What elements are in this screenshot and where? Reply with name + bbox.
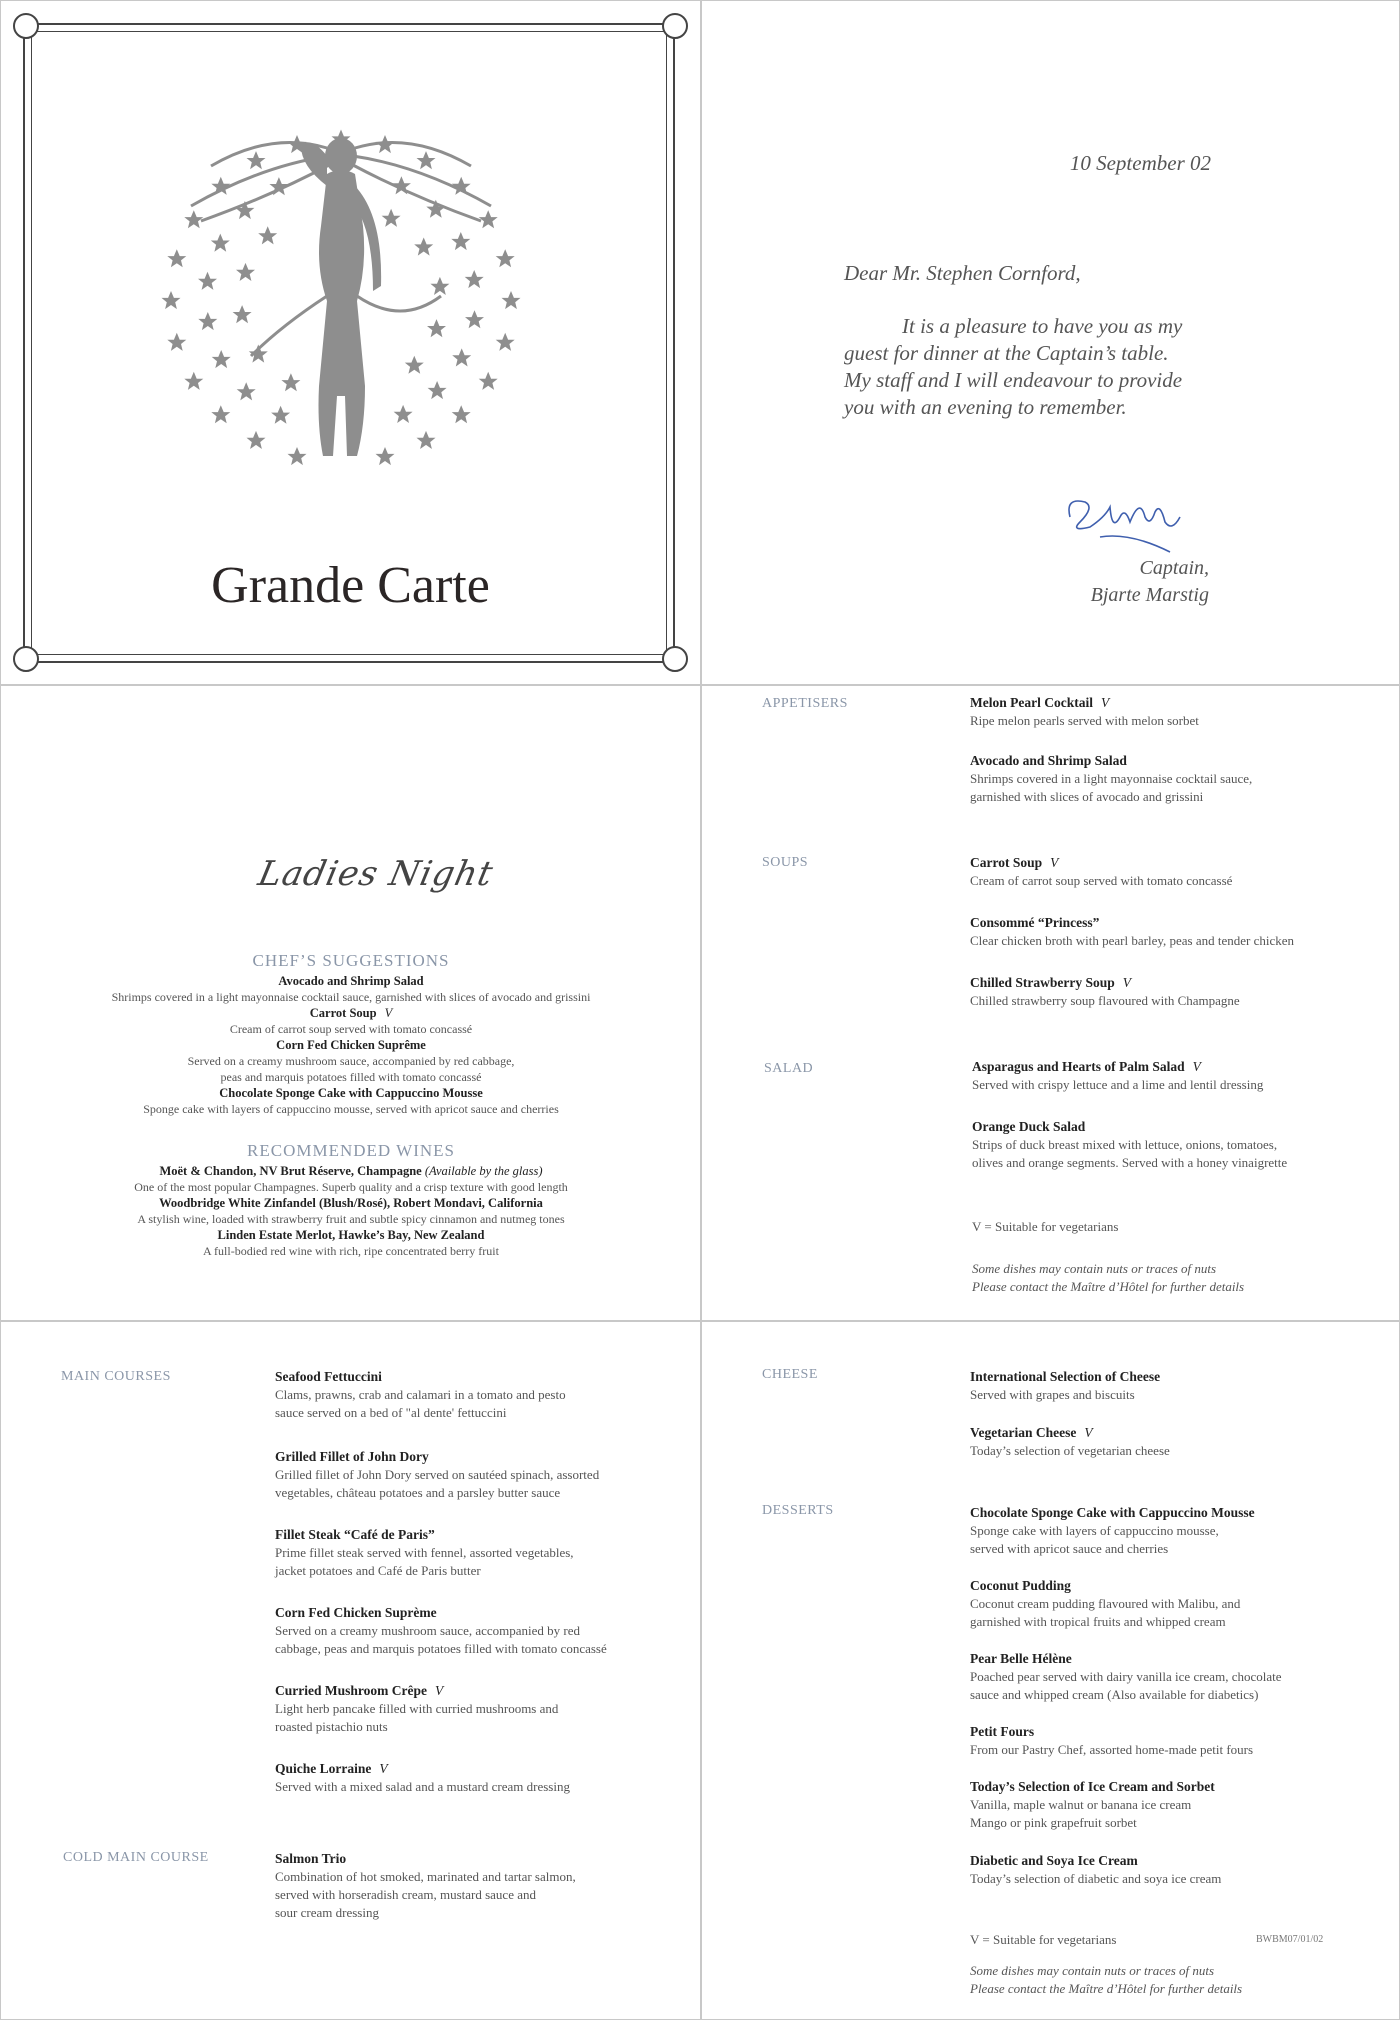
dish-name: Chilled Strawberry Soup: [970, 975, 1115, 990]
wine-item: [61, 1195, 641, 1227]
star-icon: [428, 381, 447, 399]
menu-item: [275, 1850, 576, 1922]
star-icon: [167, 249, 186, 267]
star-icon: [452, 348, 471, 366]
menu-item: [970, 752, 1252, 806]
star-icon: [198, 312, 217, 330]
star-icon: [465, 270, 484, 288]
star-icon: [376, 447, 395, 465]
vegetarian-mark: V: [384, 1006, 393, 1020]
dish-description: Clams, prawns, crab and calamari in a tomato and pesto: [275, 1387, 566, 1402]
vegetarian-legend: V = Suitable for vegetarians: [972, 1219, 1119, 1234]
allergy-note: Some dishes may contain nuts or traces of nuts: [972, 1261, 1217, 1276]
star-icon: [382, 209, 401, 227]
menu-item: [972, 1118, 1287, 1172]
dish-description: sauce and whipped cream (Also available for diabetics): [970, 1687, 1259, 1702]
dish-description: Served on a creamy mushroom sauce, accompanied by red cabbage,: [187, 1054, 515, 1068]
dish-description: Served on a creamy mushroom sauce, accompanied by red: [275, 1623, 581, 1638]
dish-description: Served with crispy lettuce and a lime and lentil dressing: [972, 1077, 1264, 1092]
dish-name: Fillet Steak “Café de Paris”: [275, 1527, 435, 1542]
dish-description: vegetables, château potatoes and a parsley butter sauce: [275, 1485, 561, 1500]
dish-description: Cream of carrot soup served with tomato concassé: [970, 873, 1233, 888]
star-icon: [247, 431, 266, 449]
signoff-name: Bjarte Marstig: [1090, 584, 1209, 606]
star-icon: [162, 291, 181, 309]
dish-description: Today’s selection of vegetarian cheese: [970, 1443, 1170, 1458]
dish-description: Today’s selection of diabetic and soya ice cream: [970, 1871, 1222, 1886]
menu-item: [275, 1604, 607, 1658]
dish-description: Chilled strawberry soup flavoured with Champagne: [970, 993, 1240, 1008]
star-icon: [496, 249, 515, 267]
letter-body: [844, 313, 1264, 421]
goddess-stars-emblem: [151, 126, 531, 476]
star-icon: [212, 350, 231, 368]
dish-description: sour cream dressing: [275, 1905, 379, 1920]
dish-name: Coconut Pudding: [970, 1578, 1071, 1593]
ladies-night-title: Ladies Night: [254, 854, 498, 894]
dish-name: Corn Fed Chicken Suprême: [276, 1038, 426, 1052]
cheese-desserts-panel: [701, 1321, 1400, 2020]
dish-description: sauce served on a bed of "al dente' fettuccini: [275, 1405, 507, 1420]
star-icon: [198, 272, 217, 290]
star-icon: [258, 226, 277, 244]
dish-name: Petit Fours: [970, 1724, 1035, 1739]
dish-description: Strips of duck breast mixed with lettuce, onions, tomatoes,: [972, 1137, 1278, 1152]
suggestion-item: [61, 1085, 641, 1117]
menu-item: [970, 974, 1240, 1010]
wine-item: [61, 1163, 641, 1195]
star-icon: [452, 405, 471, 423]
wine-note: (Available by the glass): [424, 1164, 543, 1178]
vegetarian-mark: V: [1084, 1425, 1093, 1440]
dish-name: Carrot Soup: [309, 1006, 377, 1020]
wine-item: [61, 1227, 641, 1259]
vegetarian-mark: V: [1050, 855, 1059, 870]
wine-name: Woodbridge White Zinfandel (Blush/Rosé), Robert Mondavi, California: [159, 1196, 543, 1210]
star-icon: [394, 405, 413, 423]
dish-name: Orange Duck Salad: [972, 1119, 1086, 1134]
menu-item: [970, 854, 1232, 890]
menu-item: [970, 914, 1294, 950]
dish-name: Seafood Fettuccini: [275, 1369, 382, 1384]
star-icon: [271, 406, 290, 424]
dish-name: Asparagus and Hearts of Palm Salad: [972, 1059, 1185, 1074]
dish-description: Served with grapes and biscuits: [970, 1387, 1135, 1402]
category-salad: SALAD: [764, 1061, 814, 1076]
star-icon: [451, 232, 470, 250]
dish-description: Served with a mixed salad and a mustard cream dressing: [275, 1779, 570, 1794]
dish-name: Chocolate Sponge Cake with Cappuccino Mousse: [970, 1505, 1255, 1520]
star-icon: [233, 305, 252, 323]
letter-line: guest for dinner at the Captain’s table.: [844, 341, 1169, 365]
dish-description: Prime fillet steak served with fennel, assorted vegetables,: [275, 1545, 574, 1560]
corner-ornament: [13, 646, 39, 672]
category-desserts: DESSERTS: [762, 1503, 834, 1518]
captain-letter-panel: [701, 0, 1400, 685]
star-icon: [414, 238, 433, 256]
vegetarian-mark: V: [1192, 1059, 1201, 1074]
dish-description: garnished with tropical fruits and whipped cream: [970, 1614, 1226, 1629]
dish-name: Curried Mushroom Crêpe: [275, 1683, 427, 1698]
allergy-note: Please contact the Maître d’Hôtel for further details: [970, 1981, 1243, 1996]
letter-line: It is a pleasure to have you as my: [902, 314, 1183, 338]
letter-line: My staff and I will endeavour to provide: [844, 368, 1183, 392]
dish-description: garnished with slices of avocado and grissini: [970, 789, 1204, 804]
star-icon: [430, 277, 449, 295]
dish-name: International Selection of Cheese: [970, 1369, 1161, 1384]
dish-description: served with apricot sauce and cherries: [970, 1541, 1169, 1556]
letter-line: you with an evening to remember.: [844, 395, 1127, 419]
corner-ornament: [662, 13, 688, 39]
dish-description: Combination of hot smoked, marinated and tartar salmon,: [275, 1869, 576, 1884]
dish-description: roasted pistachio nuts: [275, 1719, 388, 1734]
star-icon: [465, 310, 484, 328]
letter-date: 10 September 02: [1069, 151, 1211, 175]
star-icon: [211, 405, 230, 423]
dish-description: Ripe melon pearls served with melon sorbet: [970, 713, 1199, 728]
star-icon: [479, 210, 498, 228]
dish-name: Salmon Trio: [275, 1851, 347, 1866]
dish-description: Clear chicken broth with pearl barley, peas and tender chicken: [970, 933, 1295, 948]
letter-signoff: [1091, 555, 1209, 609]
dish-name: Chocolate Sponge Cake with Cappuccino Mousse: [219, 1086, 483, 1100]
menu-item: [970, 1368, 1160, 1404]
dish-description: Sponge cake with layers of cappuccino mousse, served with apricot sauce and cherries: [143, 1102, 559, 1116]
dish-name: Quiche Lorraine: [275, 1761, 372, 1776]
dish-description: Sponge cake with layers of cappuccino mousse,: [970, 1523, 1219, 1538]
menu-item: [972, 1058, 1263, 1094]
letter-salutation: Dear Mr. Stephen Cornford,: [844, 261, 1081, 285]
menu-item: [970, 1424, 1170, 1460]
dish-description: Grilled fillet of John Dory served on sautéed spinach, assorted: [275, 1467, 600, 1482]
star-icon: [247, 151, 266, 169]
dish-description: served with horseradish cream, mustard sauce and: [275, 1887, 536, 1902]
dish-description: From our Pastry Chef, assorted home-made petit fours: [970, 1742, 1254, 1757]
dish-name: Vegetarian Cheese: [970, 1425, 1077, 1440]
dish-description: peas and marquis potatoes filled with tomato concassé: [220, 1070, 482, 1084]
dish-name: Diabetic and Soya Ice Cream: [970, 1853, 1138, 1868]
chefs-suggestions: [61, 951, 641, 1117]
allergy-note: Please contact the Maître d’Hôtel for further details: [972, 1279, 1245, 1294]
menu-item: [275, 1526, 574, 1580]
star-icon: [237, 382, 256, 400]
dish-name: Consommé “Princess”: [970, 915, 1100, 930]
star-icon: [281, 373, 300, 391]
suggestion-item: [61, 1037, 641, 1085]
star-icon: [496, 333, 515, 351]
menu-item: [275, 1448, 599, 1502]
star-icon: [184, 372, 203, 390]
wine-description: One of the most popular Champagnes. Superb quality and a crisp texture with good length: [134, 1180, 568, 1194]
star-icon: [427, 319, 446, 337]
menu-item: [970, 1577, 1240, 1631]
vegetarian-mark: V: [379, 1761, 388, 1776]
category-appetisers: APPETISERS: [762, 696, 848, 711]
star-icon: [288, 447, 307, 465]
menu-item: [970, 694, 1199, 730]
cover-title: Grande Carte: [211, 557, 490, 614]
cover-panel: [0, 0, 701, 685]
star-icon: [502, 291, 521, 309]
menu-item: [275, 1760, 570, 1796]
dish-description: Shrimps covered in a light mayonnaise cocktail sauce,: [970, 771, 1253, 786]
star-icon: [236, 263, 255, 281]
dish-name: Avocado and Shrimp Salad: [278, 974, 424, 988]
wine-description: A stylish wine, loaded with strawberry fruit and subtle spicy cinnamon and nutmeg tones: [137, 1212, 565, 1226]
dish-description: Cream of carrot soup served with tomato concassé: [229, 1022, 473, 1036]
menu-item: [970, 1778, 1215, 1832]
menu-item: [275, 1682, 558, 1736]
suggestion-item: [61, 973, 641, 1005]
category-soups: SOUPS: [762, 855, 809, 870]
star-icon: [479, 372, 498, 390]
menu-item: [970, 1650, 1282, 1704]
dish-description: jacket potatoes and Café de Paris butter: [275, 1563, 481, 1578]
recommended-wines: [61, 1141, 641, 1259]
vegetarian-legend: V = Suitable for vegetarians: [970, 1932, 1117, 1947]
vegetarian-mark: V: [1100, 695, 1110, 710]
dish-description: Coconut cream pudding flavoured with Malibu, and: [970, 1596, 1241, 1611]
dish-name: Today’s Selection of Ice Cream and Sorbet: [970, 1779, 1215, 1794]
vegetarian-mark: V: [1122, 975, 1132, 990]
menu-item: [970, 1723, 1253, 1759]
corner-ornament: [13, 13, 39, 39]
main-courses-panel: [0, 1321, 701, 2020]
wine-name: Moët & Chandon, NV Brut Réserve, Champagne: [159, 1164, 422, 1178]
ladies-night-panel: [0, 685, 701, 1321]
wine-name: Linden Estate Merlot, Hawke’s Bay, New Zealand: [217, 1228, 485, 1242]
menu-item: [275, 1368, 566, 1422]
star-icon: [184, 210, 203, 228]
star-icon: [405, 356, 424, 374]
star-icon: [167, 333, 186, 351]
dish-description: Mango or pink grapefruit sorbet: [970, 1815, 1137, 1830]
dish-name: Avocado and Shrimp Salad: [970, 753, 1127, 768]
suggestion-item: [61, 1005, 641, 1037]
dish-name: Corn Fed Chicken Suprème: [275, 1605, 437, 1620]
dish-name: Carrot Soup: [970, 855, 1043, 870]
menu-item: [970, 1504, 1255, 1558]
wine-description: A full-bodied red wine with rich, ripe concentrated berry fruit: [203, 1244, 499, 1258]
category-main-courses: MAIN COURSES: [61, 1369, 171, 1384]
menu-code: BWBM07/01/02: [1256, 1934, 1324, 1945]
section-heading: RECOMMENDED WINES: [247, 1141, 455, 1160]
dish-description: Shrimps covered in a light mayonnaise cocktail sauce, garnished with slices of avocado and grissini: [111, 990, 591, 1004]
star-icon: [417, 431, 436, 449]
starters-panel: [701, 685, 1400, 1321]
vegetarian-mark: V: [434, 1683, 444, 1698]
dish-name: Grilled Fillet of John Dory: [275, 1449, 429, 1464]
dish-description: Vanilla, maple walnut or banana ice cream: [970, 1797, 1192, 1812]
captain-signature: [1060, 487, 1190, 557]
category-cheese: CHEESE: [762, 1367, 818, 1382]
star-icon: [417, 151, 436, 169]
menu-item: [970, 1852, 1221, 1888]
allergy-note: Some dishes may contain nuts or traces of nuts: [970, 1963, 1215, 1978]
dish-name: Pear Belle Hélène: [970, 1651, 1072, 1666]
dish-name: Melon Pearl Cocktail: [970, 695, 1093, 710]
signoff-title: Captain,: [1139, 557, 1209, 579]
dish-description: cabbage, peas and marquis potatoes filled with tomato concassé: [275, 1641, 607, 1656]
star-icon: [211, 234, 230, 252]
section-heading: CHEF’S SUGGESTIONS: [252, 951, 450, 970]
corner-ornament: [662, 646, 688, 672]
dish-description: Light herb pancake filled with curried mushrooms and: [275, 1701, 559, 1716]
dish-description: olives and orange segments. Served with a honey vinaigrette: [972, 1155, 1288, 1170]
dish-description: Poached pear served with dairy vanilla ice cream, chocolate: [970, 1669, 1282, 1684]
category-cold-main-course: COLD MAIN COURSE: [63, 1850, 209, 1865]
